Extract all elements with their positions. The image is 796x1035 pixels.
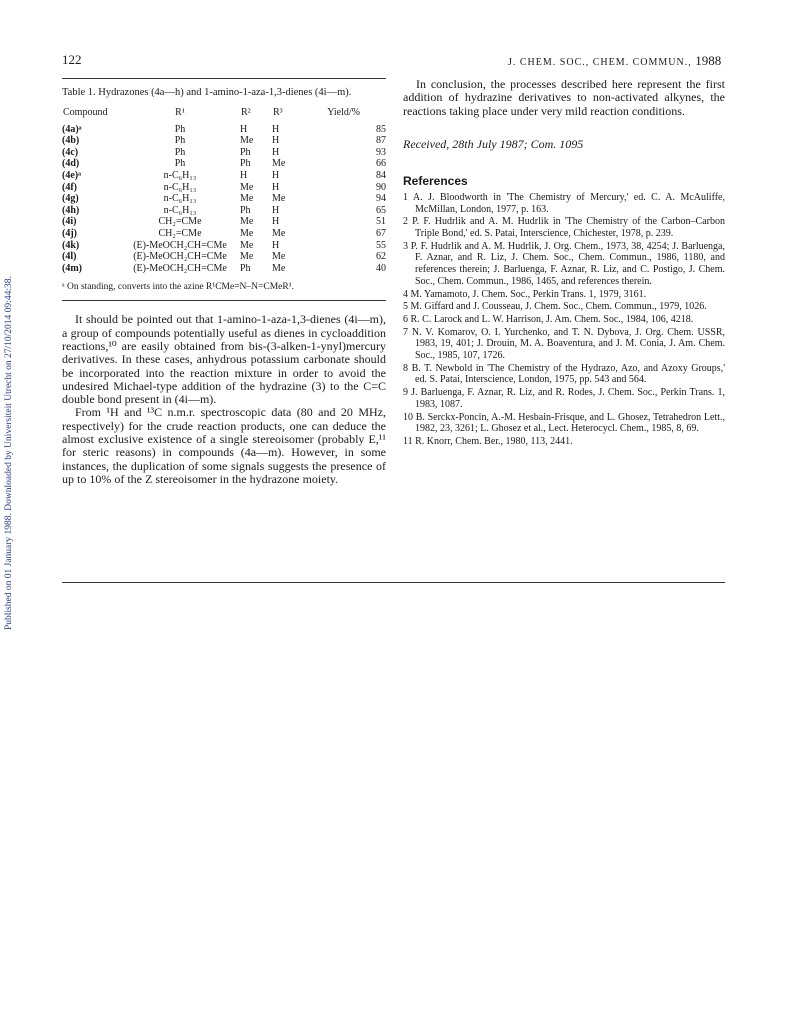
table-cell: 90 [376,181,386,193]
table-cell: Me [272,158,286,170]
table-cell: 84 [376,169,386,181]
conclusion-paragraph: In conclusion, the processes described here represent the first addition of hydrazine derivatives to non-activated alkynes, the reactions taking place under very mild reaction conditions. [403,77,725,118]
reference-item: 2 P. F. Hudrlik and A. M. Hudrlik in 'The Chemistry of the Carbon–Carbon Triple Bond,' ed. S. Patai, Interscience, Chichester, 1978, p. 239. [403,216,725,239]
table-row [62,147,386,159]
download-watermark: Published on 01 January 1988. Downloaded by Universiteit Utrecht on 27/10/2014 09:44:38. [4,276,14,630]
table-cell: (4g) [62,193,79,205]
table-cell: H [272,146,280,158]
table-cell: Ph [240,262,251,274]
table-cell: H [240,169,248,181]
table-cell: Me [272,251,286,263]
table-cell: (4j) [62,227,77,239]
table-bottom-rule [62,300,386,301]
table-row [62,158,386,170]
table-cell: H [272,216,280,228]
table-cell: H [272,135,280,147]
table-cell: 55 [376,239,386,251]
table-cell: 66 [376,158,386,170]
table-cell: n-C₆H₁₃ [163,204,197,216]
table-cell: 67 [376,227,386,239]
body-paragraph: It should be pointed out that 1-amino-1-aza-1,3-dienes (4i—m), a group of compounds potentially useful as dienes in cycloaddition reactions,¹⁰ are easily obtained from bis-(3-alken-1-ynyl)mercury derivatives. In these cases, anhydrous potassium carbonate should be incorporated into the reaction mixture in order to avoid the undesired Michael-type addition of the hydrazine (3) to the C=C double bond present in (4i—m). [62,312,386,407]
reference-item: 3 P. F. Hudrlik and A. M. Hudrlik, J. Org. Chem., 1973, 38, 4254; J. Barluenga, F. Aznar, and R. Liz, J. Chem. Soc., Chem. Commun., 1986, 1180, and references therein; J. Barluenga, F. Aznar, R. Liz, and C. Postigo, J. Chem. Soc., Chem. Commun., 1986, 1465, and references therein. [403,240,725,287]
table-cell: Me [240,181,254,193]
table-cell: (4e)ᵃ [62,169,82,181]
table-row [62,240,386,252]
table-cell: 87 [376,135,386,147]
table-cell: 40 [376,262,386,274]
table-cell: n-C₆H₁₃ [163,181,197,193]
table-row [62,193,386,205]
journal-year: 1988 [695,53,722,68]
table-header-cell: R³ [273,107,283,118]
table-cell: Ph [240,146,251,158]
table-cell: 51 [376,216,386,228]
table-cell: CH₂=CMe [158,227,202,239]
table-cell: Me [240,193,254,205]
table-footnote: ᵃ On standing, converts into the azine R¹CMe=N–N=CMeR¹. [62,282,294,293]
table-cell: Me [240,216,254,228]
table-row [62,182,386,194]
table-cell: Me [272,227,286,239]
table-cell: (E)-MeOCH₂CH=CMe [133,251,227,263]
reference-item: 4 M. Yamamoto, J. Chem. Soc., Perkin Trans. 1, 1979, 3161. [403,288,647,300]
body-paragraph: From ¹H and ¹³C n.m.r. spectroscopic data (80 and 20 MHz, respectively) for the crude reaction products, one can deduce the almost exclusive existence of a single stereoisomer (probably E,¹¹ for steric reasons) in compounds (4a—m). However, in some instances, the duplication of some signals suggests the presence of up to 10% of the Z stereoisomer in the hydrazone moiety. [62,405,386,486]
table-cell: H [272,239,280,251]
reference-item: 1 A. J. Bloodworth in 'The Chemistry of Mercury,' ed. C. A. McAuliffe, McMillan, London, 1977, p. 163. [403,191,725,215]
table-cell: (4h) [62,204,80,216]
references-heading: References [403,173,468,188]
table-row [62,124,386,136]
table-cell: Ph [174,135,186,147]
received-date: Received, 28th July 1987; Com. 1095 [403,136,584,151]
right-column [403,78,725,449]
table-caption: Table 1. Hydrazones (4a—h) and 1-amino-1-aza-1,3-dienes (4i—m). [62,87,352,98]
journal-header [508,53,721,69]
table-cell: H [240,123,248,135]
table-cell: Me [240,227,254,239]
table-top-rule [62,78,386,79]
table-cell: CH₂=CMe [158,216,202,228]
table-cell: Me [240,251,254,263]
page-bottom-rule [62,582,725,583]
reference-item: 11 R. Knorr, Chem. Ber., 1980, 113, 2441. [403,435,573,447]
table-cell: (E)-MeOCH₂CH=CMe [133,239,227,251]
table-cell: Ph [240,158,251,170]
table-cell: H [272,123,280,135]
reference-item: 9 J. Barluenga, F. Aznar, R. Liz, and R. Rodes, J. Chem. Soc., Perkin Trans. 1, 1983, 1087. [403,387,725,410]
table-cell: (4m) [62,262,82,274]
table-row [62,205,386,217]
table-cell: Me [272,193,286,205]
table-header-cell: Compound [63,107,108,118]
table-cell: Ph [174,146,186,158]
table-row [62,228,386,240]
table-cell: Ph [240,204,251,216]
table-cell: H [272,169,280,181]
table-cell: 65 [376,204,386,216]
table-cell: (4f) [62,181,77,193]
table-cell: (4i) [62,216,77,228]
table-cell: 62 [376,251,386,263]
table-cell: 93 [376,146,386,158]
table-cell: Me [240,239,254,251]
table-cell: (4c) [62,146,79,158]
journal-name: J. CHEM. SOC., CHEM. COMMUN., [508,57,692,68]
reference-item: 7 N. V. Komarov, O. I. Yurchenko, and T. N. Dybova, J. Org. Chem. USSR, 1983, 19, 401; J. Drouin, M. A. Boaventura, and J. M. Conia, J. Am. Chem. Soc., 1985, 107, 1726. [403,326,725,362]
table-row [62,170,386,182]
table-cell: n-C₆H₁₃ [163,193,197,205]
page-number: 122 [62,52,82,67]
table-header-cell: R¹ [175,107,185,118]
table-cell: (4a)ᵃ [62,123,82,135]
table-cell: (4d) [62,158,80,170]
table-cell: (E)-MeOCH₂CH=CMe [133,262,227,274]
table-cell: 94 [376,193,386,205]
table-cell: H [272,204,280,216]
reference-item: 8 B. T. Newbold in 'The Chemistry of the Hydrazo, Azo, and Azoxy Groups,' ed. S. Patai, Interscience, London, 1975, pp. 543 and 564. [403,362,725,386]
reference-item: 6 R. C. Larock and L. W. Harrison, J. Am. Chem. Soc., 1984, 106, 4218. [403,313,694,325]
table-header-cell: R² [241,107,251,118]
table-row [62,216,386,228]
hydrazone-table [62,106,386,274]
references-list [403,192,725,448]
table-cell: (4b) [62,135,80,147]
left-column [62,78,386,486]
table-cell: (4l) [62,251,77,263]
table-cell: H [272,181,280,193]
reference-item: 10 B. Serckx-Poncin, A.-M. Hesbain-Frisque, and L. Ghosez, Tetrahedron Lett., 1982, 23, 3261; L. Ghosez et al., Lect. Heterocycl. Chem., 1985, 8, 69. [403,411,725,435]
reference-item: 5 M. Giffard and J. Cousseau, J. Chem. Soc., Chem. Commun., 1979, 1026. [403,301,707,313]
table-cell: Ph [174,123,186,135]
table-row [62,263,386,275]
table-row [62,251,386,263]
table-cell: Me [240,135,254,147]
table-header-cell: Yield/% [327,107,360,118]
table-header-row [62,106,386,124]
table-cell: Me [272,262,286,274]
table-cell: Ph [174,158,186,170]
table-cell: 85 [376,123,386,135]
table-row [62,135,386,147]
table-cell: (4k) [62,239,80,251]
table-cell: n-C₆H₁₃ [163,169,197,181]
